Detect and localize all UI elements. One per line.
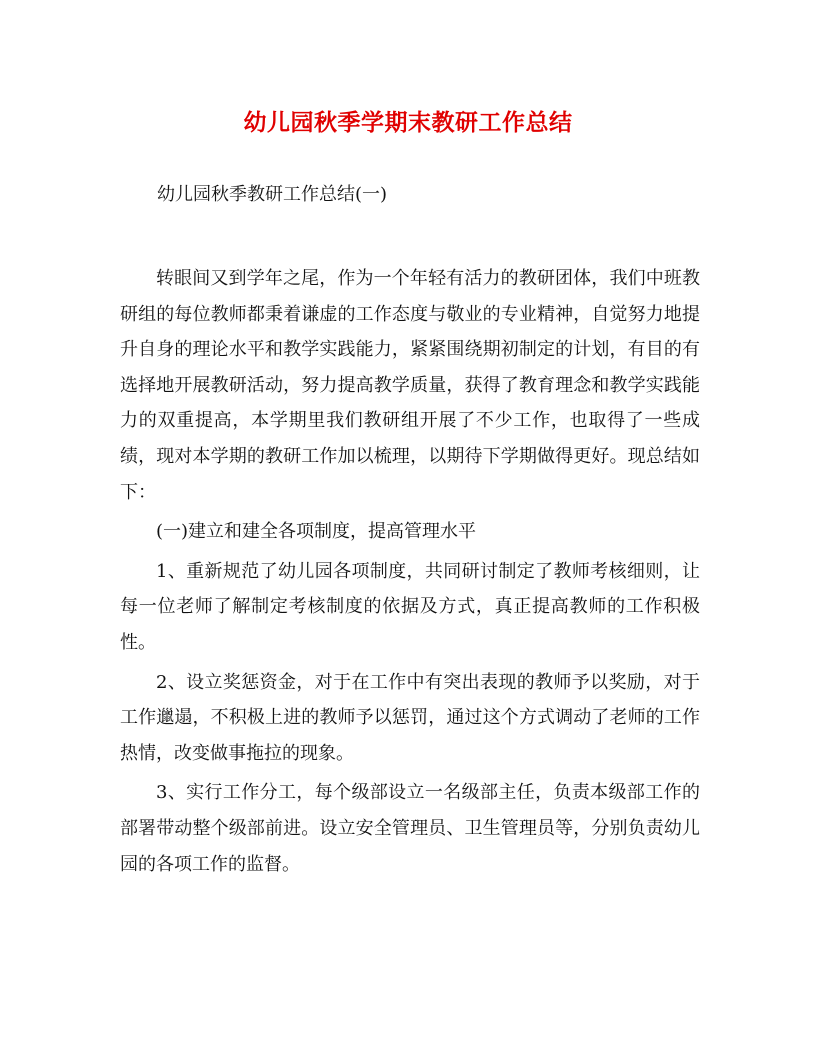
paragraph-item-2: 2、设立奖惩资金，对于在工作中有突出表现的教师予以奖励，对于工作邋遢，不积极上进的教师予以惩罚，通过这个方式调动了老师的工作热情，改变做事拖拉的现象。 bbox=[120, 671, 700, 764]
document-body bbox=[120, 261, 700, 886]
paragraph-intro: 转眼间又到学年之尾，作为一个年轻有活力的教研团体，我们中班教研组的每位教师都秉着谦虚的工作态度与敬业的专业精神，自觉努力地提升自身的理论水平和教学实践能力，紧紧围绕期初制定的计划，有目的有选择地开展教研活动，努力提高教学质量，获得了教育理念和教学实践能力的双重提高，本学期里我们教研组开展了不少工作，也取得了一些成绩，现对本学期的教研工作加以梳理，以期待下学期做得更好。现总结如下： bbox=[120, 268, 700, 503]
paragraph-item-3: 3、实行工作分工，每个级部设立一名级部主任，负责本级部工作的部署带动整个级部前进。设立安全管理员、卫生管理员等，分别负责幼儿园的各项工作的监督。 bbox=[120, 782, 700, 875]
paragraph-item-1: 1、重新规范了幼儿园各项制度，共同研讨制定了教师考核细则，让每一位老师了解制定考核制度的依据及方式，真正提高教师的工作积极性。 bbox=[120, 560, 700, 653]
document-title: 幼儿园秋季学期末教研工作总结 bbox=[243, 109, 573, 136]
document-subtitle: 幼儿园秋季教研工作总结(一) bbox=[157, 184, 388, 205]
section-heading: (一)建立和建全各项制度，提高管理水平 bbox=[156, 521, 477, 543]
